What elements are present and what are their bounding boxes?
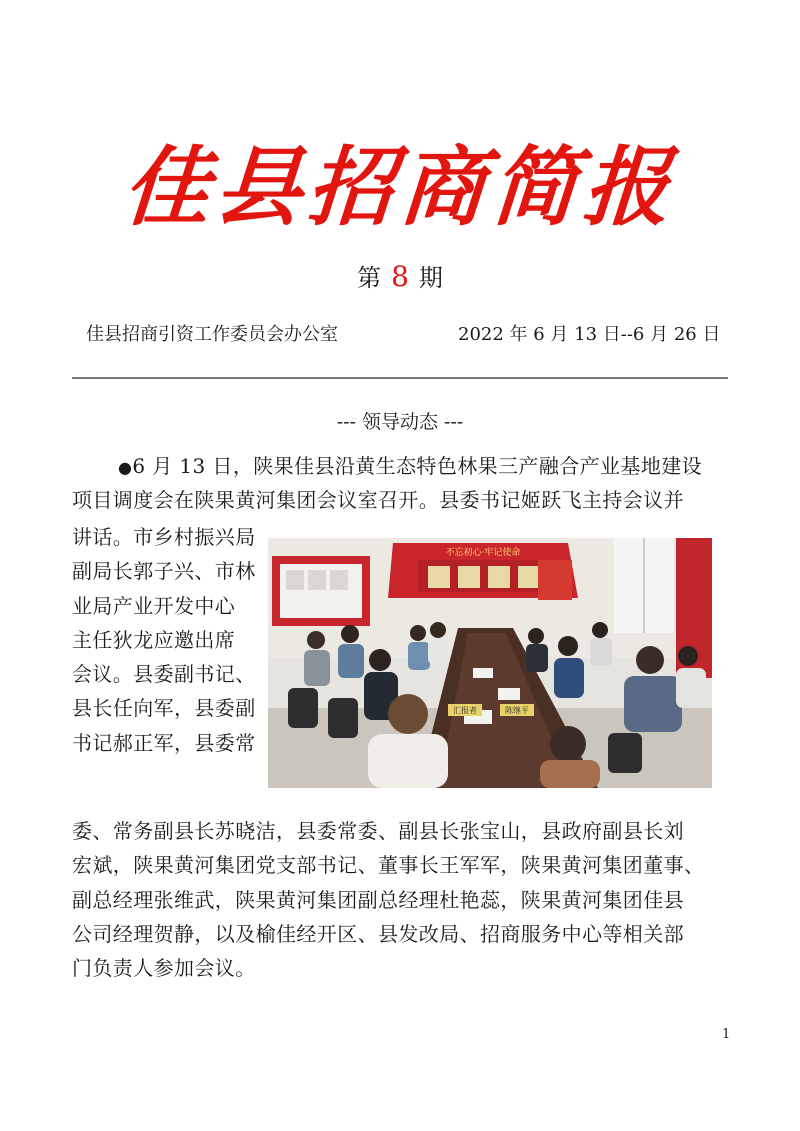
section-title: --- 领导动态 --- xyxy=(336,411,464,433)
issue-prefix: 第 xyxy=(357,264,382,292)
date-range: 2022 年 6 月 13 日--6 月 26 日 xyxy=(458,324,721,345)
article-line: 主任狄龙应邀出席 xyxy=(72,627,236,652)
article-line: 宏斌，陕果黄河集团党支部书记、董事长王军军，陕果黄河集团董事、 xyxy=(72,853,705,878)
nameplate-left: 汇报者 xyxy=(453,706,477,715)
issue-number xyxy=(0,258,800,293)
article-line: 县长任向军，县委副 xyxy=(72,696,256,721)
article-line: 委、常务副县长苏晓洁，县委常委、副县长张宝山，县政府副县长刘 xyxy=(72,819,684,843)
article-line-1 xyxy=(118,449,738,485)
issue-suffix: 期 xyxy=(418,264,443,292)
header-divider xyxy=(72,377,728,379)
article-line: 讲话。市乡村振兴局 xyxy=(72,525,256,549)
wall-banner-text: 不忘初心·牢记使命 xyxy=(445,548,521,558)
article-line: 门负责人参加会议。 xyxy=(72,956,256,981)
article-line: 副局长郭子兴、市林 xyxy=(72,559,256,584)
article-line-2: 项目调度会在陕果黄河集团会议室召开。县委书记姬跃飞主持会议并 xyxy=(72,488,684,512)
office-name: 佳县招商引资工作委员会办公室 xyxy=(86,324,338,345)
page-number: 1 xyxy=(722,1027,731,1042)
meeting-photo xyxy=(268,538,712,788)
article-line: 公司经理贺静，以及榆佳经开区、县发改局、招商服务中心等相关部 xyxy=(72,921,684,946)
article-bottom xyxy=(72,814,742,985)
article-left-column xyxy=(72,520,268,760)
nameplate-right: 陈继平 xyxy=(505,706,529,715)
article-line: 业局产业开发中心 xyxy=(72,593,236,618)
issue-num: 8 xyxy=(391,260,409,293)
article-line: 书记郝正军，县委常 xyxy=(72,730,256,755)
article-line: 会议。县委副书记、 xyxy=(72,662,256,687)
article-line: 副总经理张维武，陕果黄河集团副总经理杜艳蕊，陕果黄河集团佳县 xyxy=(72,887,684,912)
masthead-title: 佳县招商简报 xyxy=(119,137,680,238)
article-line-text: 6 月 13 日，陕果佳县沿黄生态特色林果三产融合产业基地建设 xyxy=(132,454,703,478)
bullet-icon: ● xyxy=(118,458,133,477)
